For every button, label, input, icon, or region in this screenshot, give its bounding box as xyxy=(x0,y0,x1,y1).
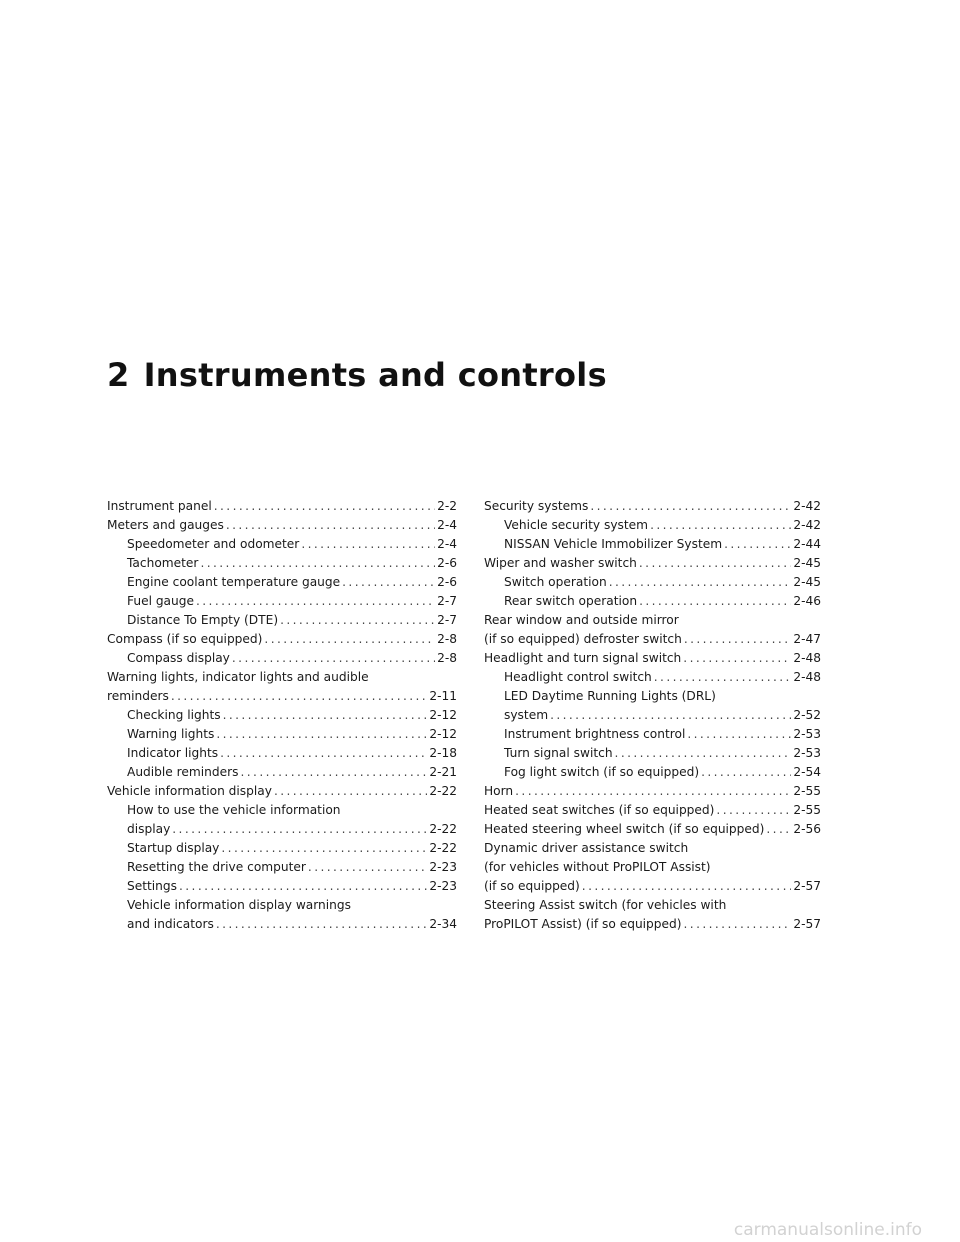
dot-leader xyxy=(264,630,435,649)
toc-entry-title: Headlight control switch xyxy=(504,670,652,684)
toc-entry-title: (if so equipped) xyxy=(484,879,580,893)
chapter-number: 2 xyxy=(107,356,130,394)
toc-entry-title: Checking lights xyxy=(127,708,221,722)
toc-entry[interactable] xyxy=(484,725,821,744)
dot-leader xyxy=(639,592,791,611)
toc-entry[interactable] xyxy=(484,554,821,573)
toc-page-number: 2-48 xyxy=(793,651,821,665)
toc-entry-title: Tachometer xyxy=(127,556,199,570)
toc-entry-title: reminders xyxy=(107,689,169,703)
toc-page-number: 2-8 xyxy=(437,651,457,665)
toc-entry[interactable] xyxy=(484,782,821,801)
toc-entry[interactable] xyxy=(107,725,457,744)
dot-leader xyxy=(308,858,427,877)
toc-entry-title: Compass (if so equipped) xyxy=(107,632,263,646)
toc-entry-title: and indicators xyxy=(127,917,214,931)
toc-entry-title: Warning lights xyxy=(127,727,215,741)
dot-leader xyxy=(590,497,791,516)
toc-entry-title: Vehicle information display xyxy=(107,784,272,798)
toc-page-number: 2-23 xyxy=(429,860,457,874)
toc-entry[interactable] xyxy=(484,915,821,934)
toc-entry[interactable] xyxy=(484,497,821,516)
toc-page-number: 2-6 xyxy=(437,575,457,589)
toc-entry[interactable] xyxy=(107,573,457,592)
dot-leader xyxy=(716,801,791,820)
dot-leader xyxy=(200,554,435,573)
toc-entry-line: LED Daytime Running Lights (DRL) xyxy=(504,689,716,703)
toc-entry[interactable] xyxy=(484,630,821,649)
toc-entry-title: Speedometer and odometer xyxy=(127,537,300,551)
toc-page-number: 2-12 xyxy=(429,708,457,722)
toc-entry[interactable] xyxy=(484,820,821,839)
dot-leader xyxy=(223,706,428,725)
toc-entry[interactable] xyxy=(107,706,457,725)
dot-leader xyxy=(221,839,427,858)
toc-page-number: 2-52 xyxy=(793,708,821,722)
toc-entry-title: Instrument brightness control xyxy=(504,727,686,741)
toc-entry[interactable] xyxy=(107,687,457,706)
dot-leader xyxy=(654,668,792,687)
toc-page-number: 2-56 xyxy=(793,822,821,836)
toc-entry-line: Steering Assist switch (for vehicles with xyxy=(484,898,727,912)
dot-leader xyxy=(171,687,428,706)
toc-entry-line: Dynamic driver assistance switch xyxy=(484,841,689,855)
toc-entry[interactable] xyxy=(107,497,457,516)
toc-entry-title: Startup display xyxy=(127,841,220,855)
dot-leader xyxy=(684,630,792,649)
toc-right-column xyxy=(484,497,821,934)
toc-entry-title: ProPILOT Assist) (if so equipped) xyxy=(484,917,682,931)
toc-entry[interactable] xyxy=(484,573,821,592)
toc-page-number: 2-18 xyxy=(429,746,457,760)
toc-entry[interactable] xyxy=(484,801,821,820)
dot-leader xyxy=(615,744,792,763)
toc-entry[interactable] xyxy=(484,877,821,896)
toc-entry[interactable] xyxy=(107,744,457,763)
dot-leader xyxy=(342,573,435,592)
toc-page-number: 2-21 xyxy=(429,765,457,779)
toc-entry-line: Warning lights, indicator lights and audible xyxy=(107,670,369,684)
dot-leader xyxy=(550,706,791,725)
toc-page-number: 2-42 xyxy=(793,518,821,532)
toc-entry-title: Switch operation xyxy=(504,575,607,589)
toc-entry-title: Resetting the drive computer xyxy=(127,860,306,874)
dot-leader xyxy=(582,877,792,896)
dot-leader xyxy=(226,516,435,535)
dot-leader xyxy=(650,516,791,535)
dot-leader xyxy=(301,535,435,554)
dot-leader xyxy=(280,611,435,630)
toc-left-column xyxy=(107,497,457,934)
toc-entry[interactable] xyxy=(107,877,457,896)
toc-page-number: 2-44 xyxy=(793,537,821,551)
chapter-title-text: Instruments and controls xyxy=(143,356,607,394)
toc-entry[interactable] xyxy=(107,611,457,630)
toc-entry[interactable] xyxy=(107,592,457,611)
toc-entry-title: Horn xyxy=(484,784,514,798)
toc-entry[interactable] xyxy=(107,782,457,801)
toc-entry-title: Wiper and washer switch xyxy=(484,556,637,570)
toc-page-number: 2-34 xyxy=(429,917,457,931)
toc-entry[interactable] xyxy=(484,649,821,668)
dot-leader xyxy=(172,820,427,839)
dot-leader xyxy=(609,573,792,592)
toc-entry[interactable] xyxy=(107,820,457,839)
toc-entry-title: Engine coolant temperature gauge xyxy=(127,575,341,589)
toc-page-number: 2-53 xyxy=(793,727,821,741)
toc-entry-title: Heated steering wheel switch (if so equipped) xyxy=(484,822,765,836)
toc-page-number: 2-12 xyxy=(429,727,457,741)
toc-entry-title: Settings xyxy=(127,879,177,893)
dot-leader xyxy=(274,782,427,801)
toc-page-number: 2-2 xyxy=(437,499,457,513)
toc-entry[interactable] xyxy=(107,839,457,858)
toc-entry-title: Compass display xyxy=(127,651,230,665)
toc-page-number: 2-53 xyxy=(793,746,821,760)
dot-leader xyxy=(766,820,791,839)
toc-page-number: 2-4 xyxy=(437,518,457,532)
toc-entry-title: Heated seat switches (if so equipped) xyxy=(484,803,715,817)
toc-page-number: 2-57 xyxy=(793,917,821,931)
toc-page-number: 2-55 xyxy=(793,803,821,817)
dot-leader xyxy=(683,649,791,668)
toc-page-number: 2-22 xyxy=(429,822,457,836)
toc-entry-title: Fog light switch (if so equipped) xyxy=(504,765,700,779)
toc-entry-title: Fuel gauge xyxy=(127,594,194,608)
toc-page-number: 2-54 xyxy=(793,765,821,779)
toc-entry-title: system xyxy=(504,708,549,722)
dot-leader xyxy=(241,763,428,782)
toc-entry-line: Vehicle information display warnings xyxy=(127,898,351,912)
toc-entry-title: Instrument panel xyxy=(107,499,212,513)
toc-entry-line: How to use the vehicle information xyxy=(127,803,341,817)
toc-entry[interactable] xyxy=(107,630,457,649)
toc-entry[interactable] xyxy=(107,516,457,535)
dot-leader xyxy=(220,744,427,763)
toc-page-number: 2-22 xyxy=(429,784,457,798)
toc-entry-title: Turn signal switch xyxy=(504,746,613,760)
dot-leader xyxy=(639,554,791,573)
dot-leader xyxy=(515,782,791,801)
toc-page-number: 2-23 xyxy=(429,879,457,893)
toc-page-number: 2-45 xyxy=(793,556,821,570)
toc-entry[interactable] xyxy=(107,554,457,573)
chapter-title xyxy=(107,356,607,394)
toc-entry[interactable] xyxy=(107,763,457,782)
toc-entry-line: Rear window and outside mirror xyxy=(484,613,679,627)
dot-leader xyxy=(701,763,791,782)
toc-entry[interactable] xyxy=(484,668,821,687)
toc-page-number: 2-4 xyxy=(437,537,457,551)
dot-leader xyxy=(724,535,791,554)
toc-page-number: 2-47 xyxy=(793,632,821,646)
toc-page-number: 2-7 xyxy=(437,594,457,608)
toc-entry[interactable] xyxy=(107,858,457,877)
toc-page-number: 2-48 xyxy=(793,670,821,684)
toc-page-number: 2-45 xyxy=(793,575,821,589)
toc-entry-title: Rear switch operation xyxy=(504,594,638,608)
dot-leader xyxy=(232,649,435,668)
toc-entry-title: display xyxy=(127,822,171,836)
dot-leader xyxy=(196,592,435,611)
toc-entry-title: Headlight and turn signal switch xyxy=(484,651,682,665)
toc-entry-title: Vehicle security system xyxy=(504,518,649,532)
toc-entry-title: Security systems xyxy=(484,499,589,513)
toc-entry[interactable] xyxy=(107,915,457,934)
toc-entry[interactable] xyxy=(484,535,821,554)
toc-page-number: 2-11 xyxy=(429,689,457,703)
toc-page-number: 2-46 xyxy=(793,594,821,608)
toc-entry-title: Indicator lights xyxy=(127,746,219,760)
dot-leader xyxy=(684,915,792,934)
toc-page-number: 2-7 xyxy=(437,613,457,627)
toc-entry[interactable] xyxy=(484,744,821,763)
toc-page-number: 2-22 xyxy=(429,841,457,855)
watermark: carmanualsonline.info xyxy=(733,1220,922,1240)
toc-entry-title: NISSAN Vehicle Immobilizer System xyxy=(504,537,723,551)
dot-leader xyxy=(216,915,428,934)
toc-entry[interactable] xyxy=(484,763,821,782)
toc-entry-title: Distance To Empty (DTE) xyxy=(127,613,279,627)
toc-entry-title: Meters and gauges xyxy=(107,518,224,532)
toc-entry-title: (if so equipped) defroster switch xyxy=(484,632,682,646)
toc-entry[interactable] xyxy=(484,706,821,725)
dot-leader xyxy=(179,877,427,896)
toc-entry-title: Audible reminders xyxy=(127,765,239,779)
toc-entry[interactable] xyxy=(107,535,457,554)
toc-entry[interactable] xyxy=(484,592,821,611)
toc-entry[interactable] xyxy=(107,649,457,668)
toc-page-number: 2-57 xyxy=(793,879,821,893)
toc-page-number: 2-42 xyxy=(793,499,821,513)
toc-page-number: 2-6 xyxy=(437,556,457,570)
dot-leader xyxy=(216,725,427,744)
toc-entry[interactable] xyxy=(484,516,821,535)
toc-entry-line: (for vehicles without ProPILOT Assist) xyxy=(484,860,711,874)
toc-page-number: 2-55 xyxy=(793,784,821,798)
dot-leader xyxy=(214,497,435,516)
dot-leader xyxy=(687,725,791,744)
toc-page-number: 2-8 xyxy=(437,632,457,646)
